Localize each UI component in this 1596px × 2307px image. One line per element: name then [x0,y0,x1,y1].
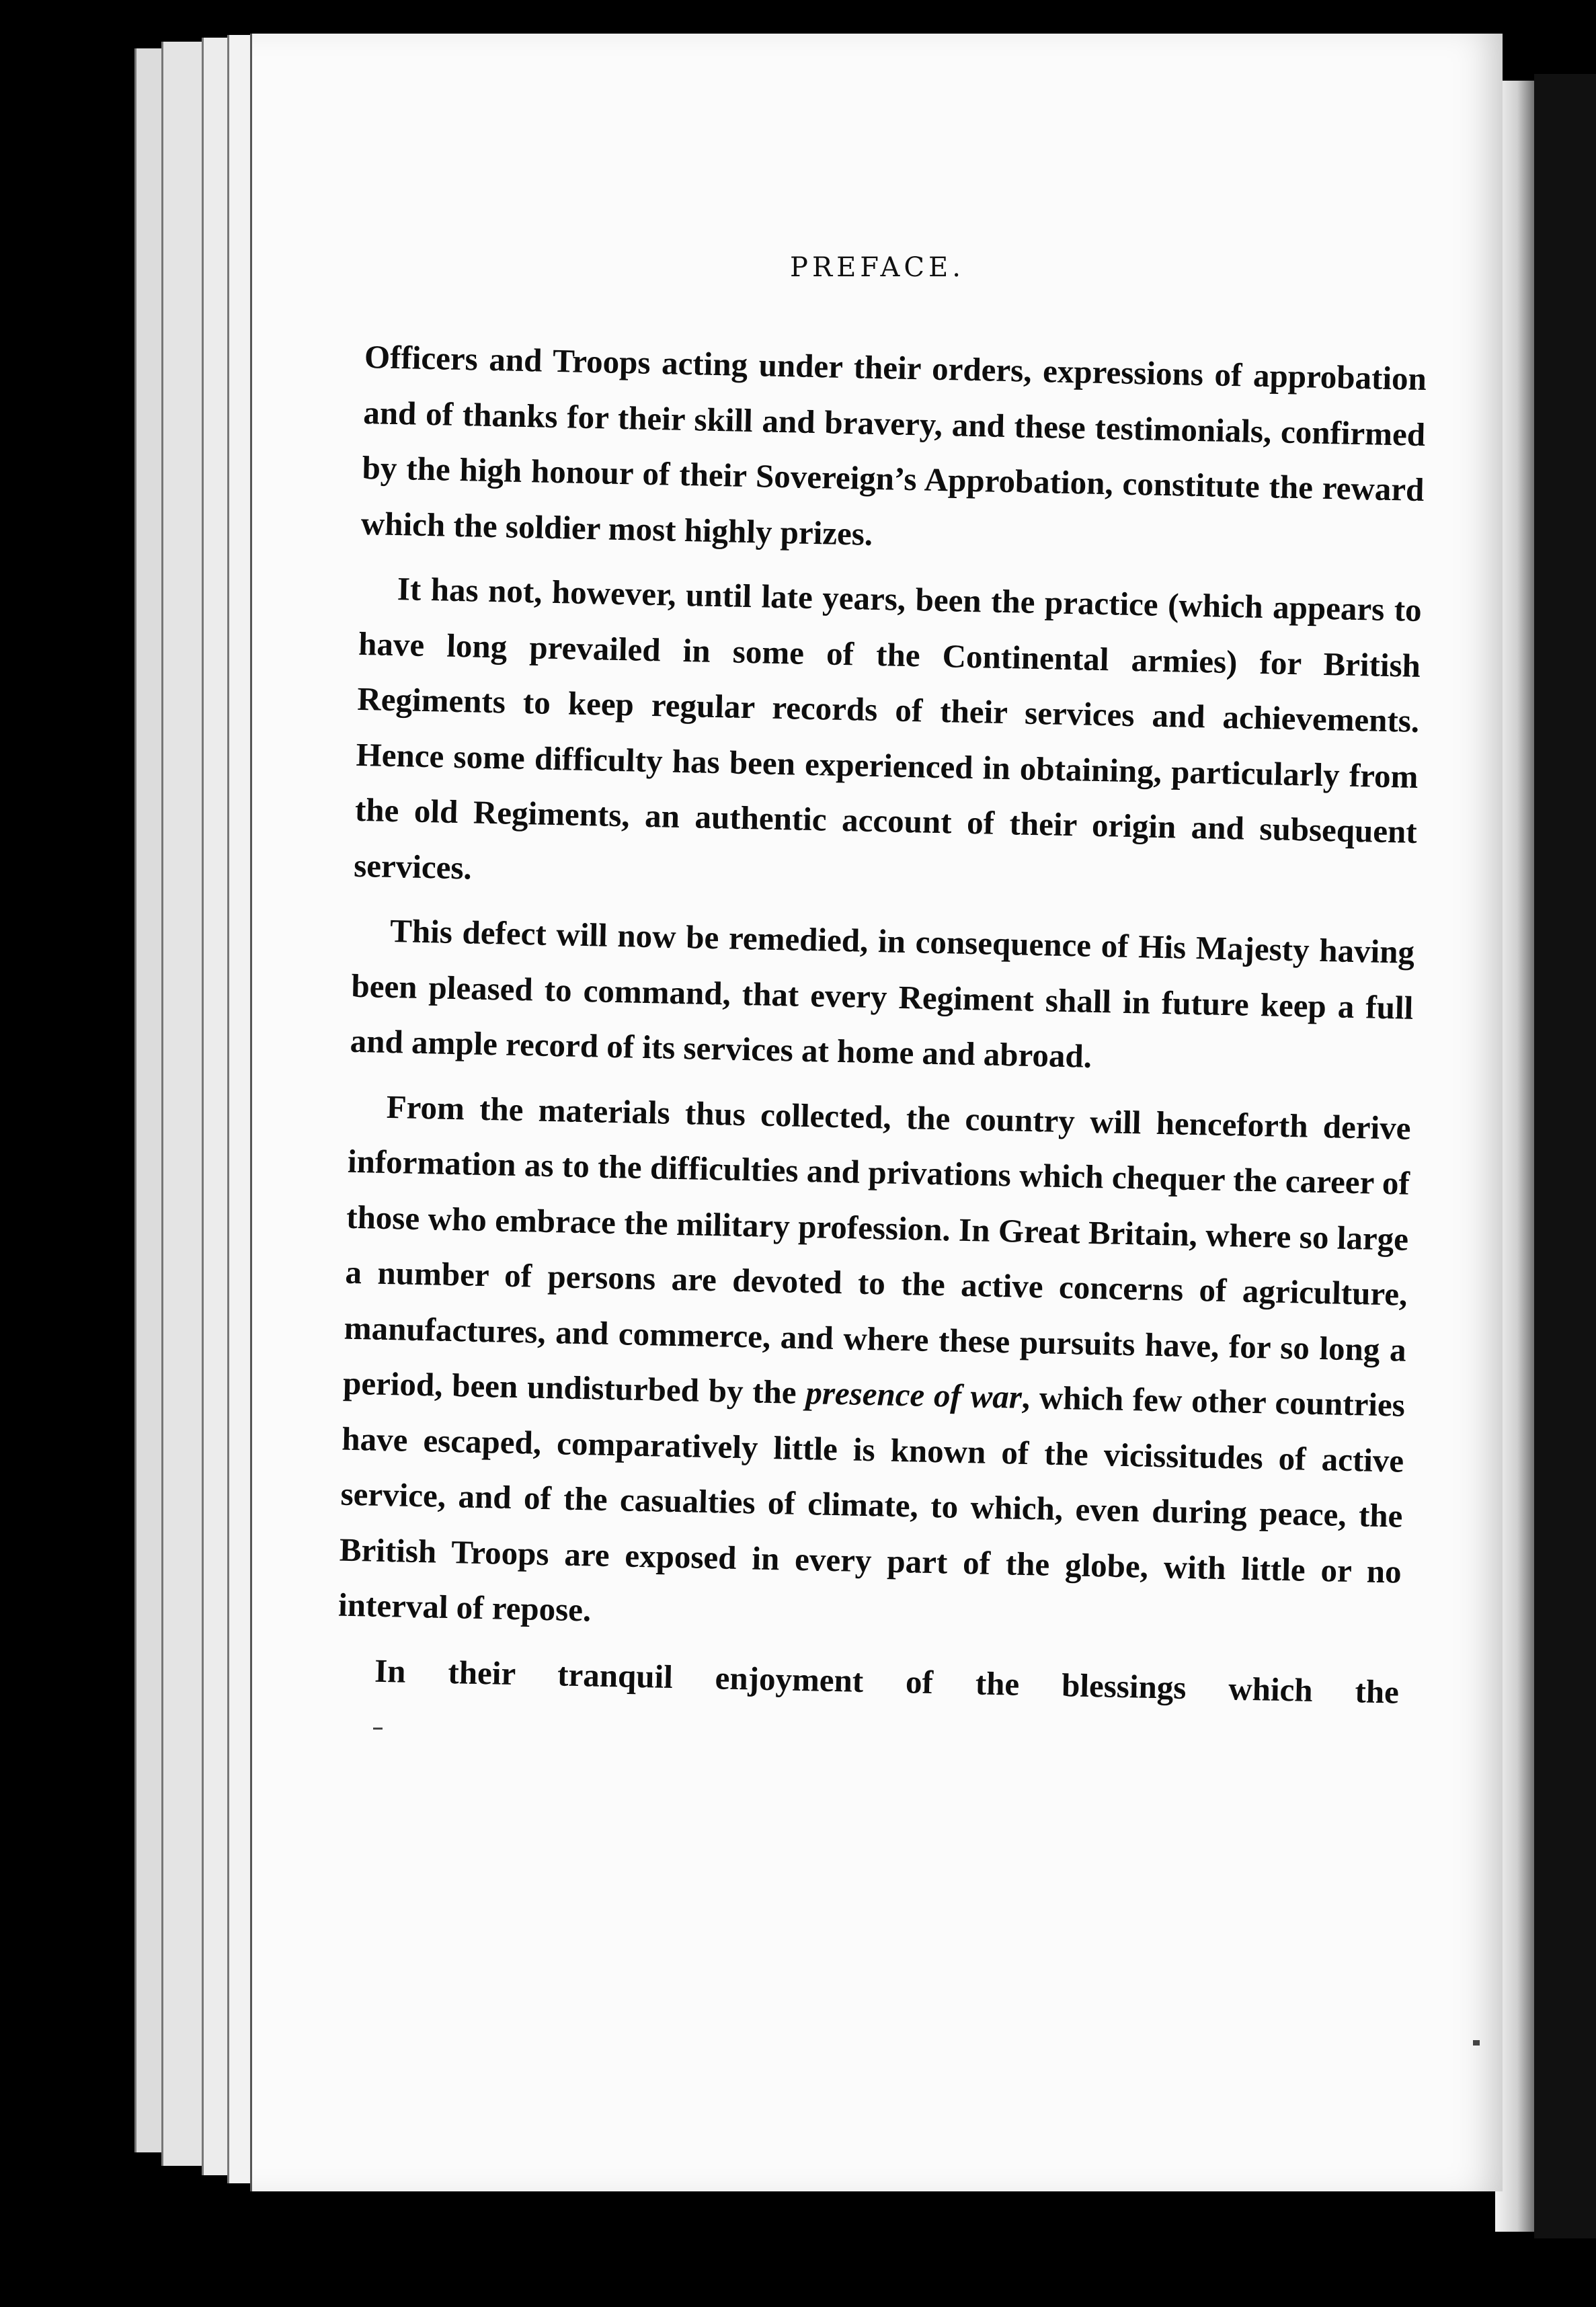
page-stack-edge [161,42,205,2166]
paragraph-5: In their tranquil enjoyment of the blessings which the [374,1652,1400,1711]
running-head: PREFACE. [790,252,965,283]
paragraph-4 [337,1078,1411,1655]
margin-mark [1473,2040,1480,2046]
paragraph-2: It has not, however, until late years, been the practice (which appears to have long prevailed in some of the Continental armies) for British Regiments to keep regular records of their services and achievements. Hence some difficulty has been experienced in obtaining, particularly from the old Regiments, an authentic account of their origin and subsequent services. [353,570,1423,886]
paragraph-1: Officers and Troops acting under their orders, expressions of approbation and of thanks for their skill and bravery, and these testimonials, confirmed by the high honour of their Sovereign’s Approbation, constitute the reward which the soldier most highly prizes. [360,337,1427,553]
body-text [336,329,1427,1720]
paragraph-4-end: , which few other countries have escaped, comparatively little is known of the vicissitudes of active service, and of the casualties of climate, to which, even during peace, the British Troops are exposed in every part of the globe, with little or no interval of repose. [337,1378,1406,1629]
paragraph-4-start: From the materials thus collected, the country will henceforth derive information as to the difficulties and privations which chequer the career of those who embrace the military profession. In Great Britain, where so large a number of persons are devoted to the active concerns of agriculture, manufactures, and commerce, and where these pursuits have, for so long a period, been undisturbed by the [342,1088,1412,1412]
margin-mark [373,1728,383,1730]
paragraph-4-italic: presence of war [805,1374,1023,1416]
facing-page-edge [1534,74,1596,2238]
paragraph-3: This defect will now be remedied, in consequence of His Majesty having been pleased to command, that every Regiment shall in future keep a full and ample record of its services at home and abroad. [350,912,1415,1075]
book-page [250,34,1503,2191]
